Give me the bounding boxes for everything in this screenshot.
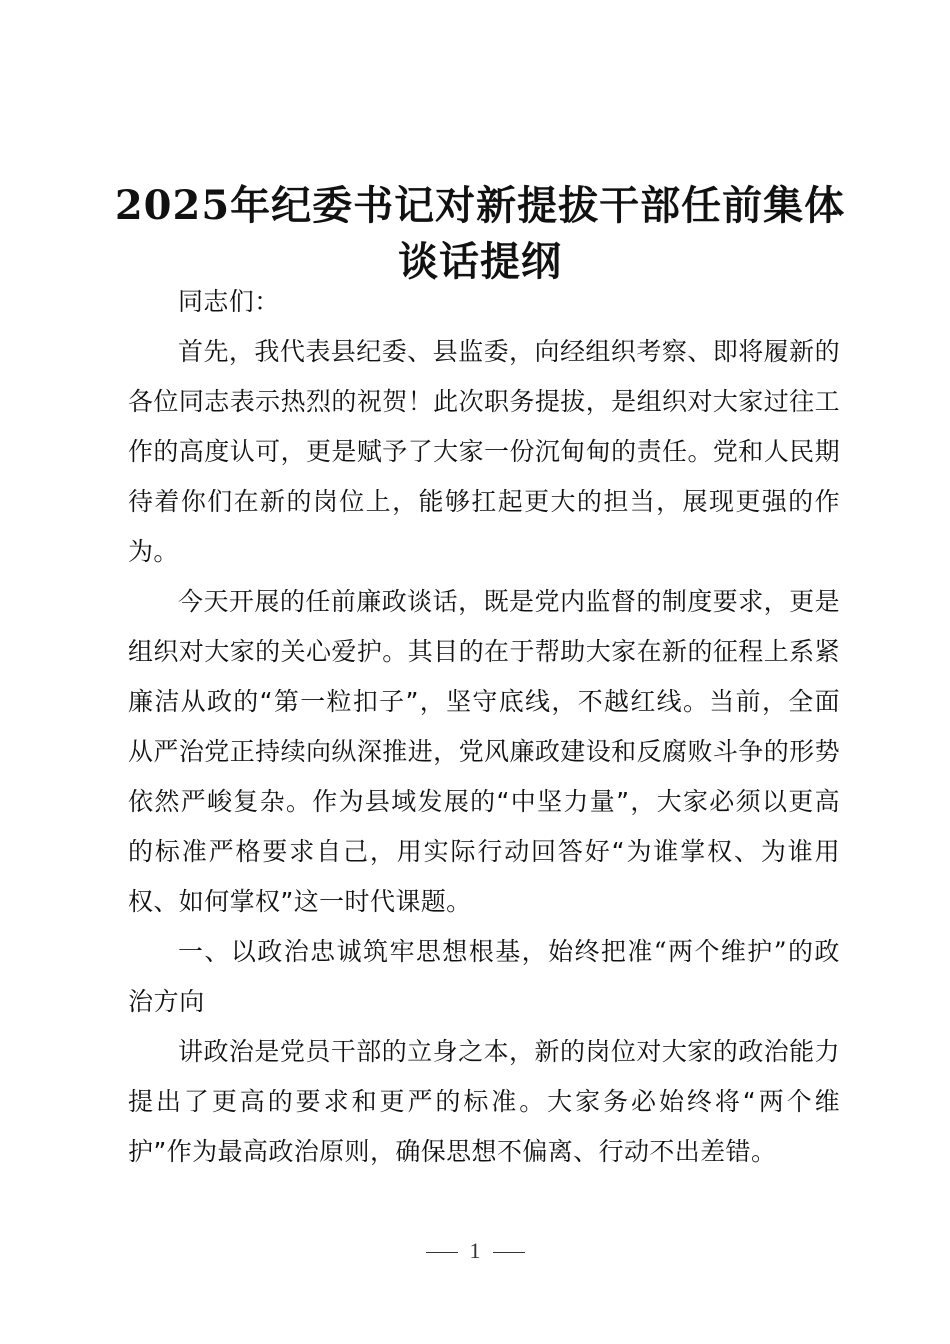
salutation: 同志们：	[178, 287, 280, 316]
footer-dash-right	[493, 1252, 525, 1253]
paragraph-purpose: 今天开展的任前廉政谈话，既是党内监督的制度要求，更是组织对大家的关心爱护。其目的在于帮助大家在新的征程上系紧廉洁从政的“第一粒扣子”，坚守底线，不越红线。当前，全面从严治党正持续向纵深推进，党风廉政建设和反腐败斗争的形势依然严峻复杂。作为县域发展的“中坚力量”，大家必须以更高的标准严格要求自己，用实际行动回答好“为谁掌权、为谁用权、如何掌权”这一时代课题。	[128, 587, 840, 916]
paragraph-intro: 首先，我代表县纪委、县监委，向经组织考察、即将履新的各位同志表示热烈的祝贺！此次职务提拔，是组织对大家过往工作的高度认可，更是赋予了大家一份沉甸甸的责任。党和人民期待着你们在新的岗位上，能够扛起更大的担当，展现更强的作为。	[128, 337, 840, 566]
section-paragraph: 讲政治是党员干部的立身之本，新的岗位对大家的政治能力提出了更高的要求和更严的标准。大家务必始终将“两个维护”作为最高政治原则，确保思想不偏离、行动不出差错。	[128, 1037, 840, 1166]
document-title: 2025年纪委书记对新提拔干部任前集体谈话提纲	[114, 182, 846, 285]
page-number: 1	[469, 1238, 481, 1263]
section-heading: 一、以政治忠诚筑牢思想根基，始终把准“两个维护”的政治方向	[128, 937, 840, 1016]
page-footer	[0, 1238, 950, 1264]
document-body	[128, 277, 840, 1177]
footer-dash-left	[426, 1252, 458, 1253]
